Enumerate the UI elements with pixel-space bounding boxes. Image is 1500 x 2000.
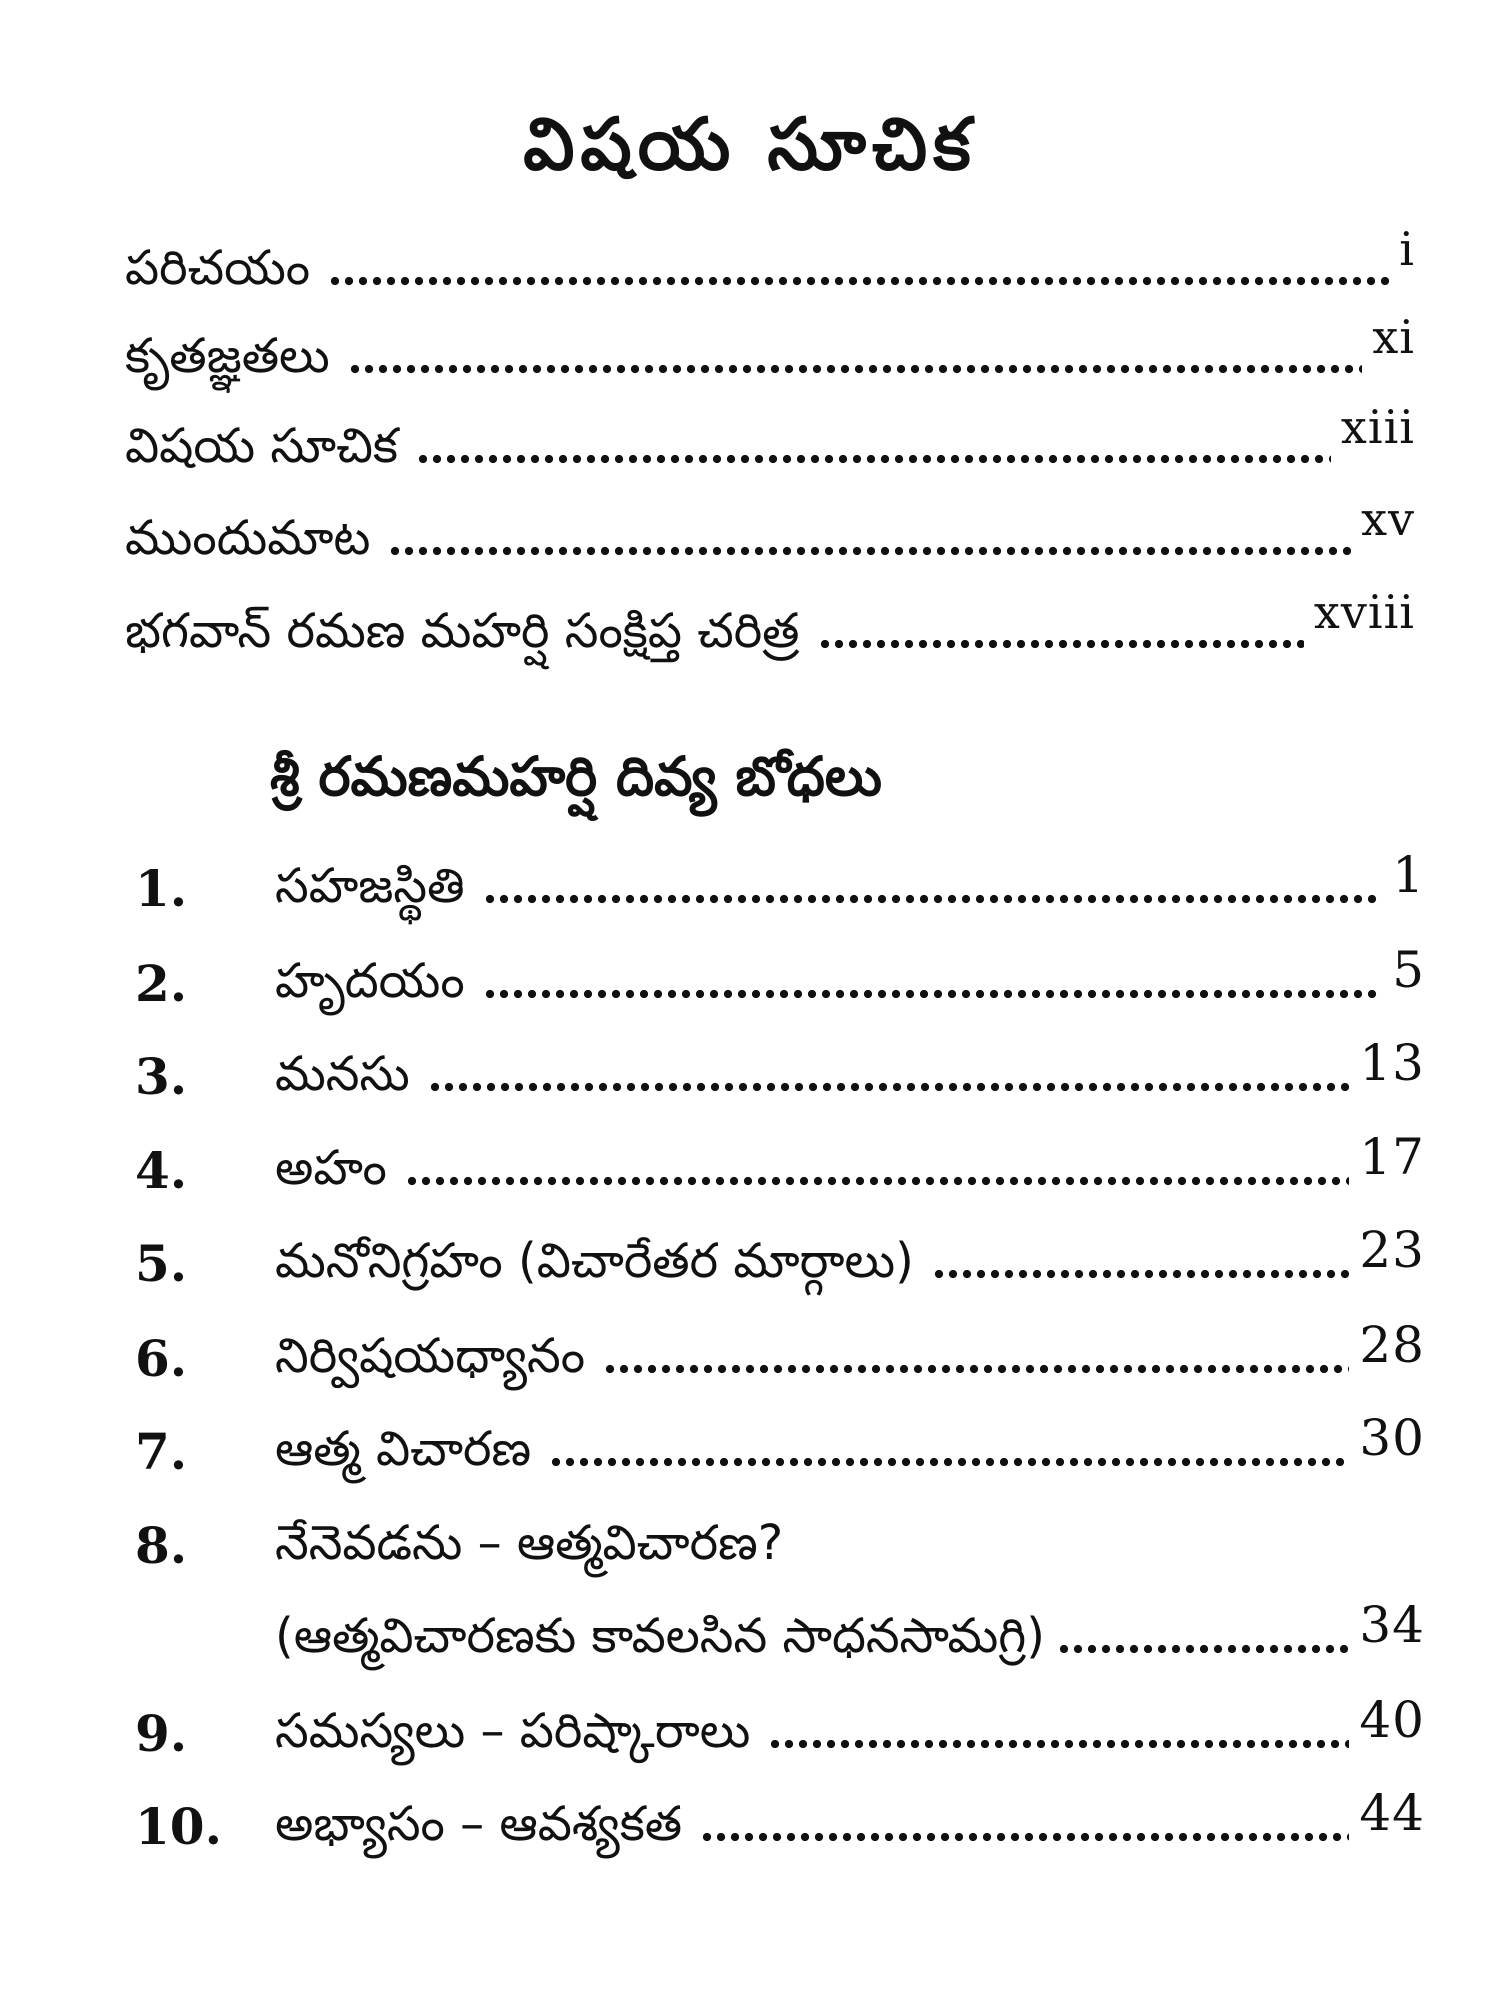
toc-entry-chapter-6	[135, 1310, 1425, 1390]
toc-entry-chapter-10	[135, 1778, 1425, 1858]
toc-entry-page: 34	[1359, 1596, 1425, 1654]
toc-entry-label: నేనెవడను – ఆత్మవిచారణ?	[275, 1515, 784, 1571]
chapter-number: 6.	[135, 1329, 188, 1388]
toc-entry-chapter-1	[135, 840, 1425, 920]
dot-leader	[348, 364, 1363, 374]
toc-entry-page: 23	[1359, 1221, 1425, 1279]
toc-entry-page: 5	[1392, 941, 1425, 999]
toc-entry-label: (ఆత్మవిచారణకు కావలసిన సాధనసామగ్రి)	[275, 1608, 1046, 1664]
toc-entry-page: 17	[1359, 1128, 1425, 1186]
toc-entry-label: సమస్యలు – పరిష్కారాలు	[275, 1703, 751, 1759]
toc-entry-label: హృదయం	[275, 953, 465, 1009]
toc-entry-chapter-3	[135, 1028, 1425, 1108]
chapter-number: 3.	[135, 1047, 188, 1106]
dot-leader	[405, 1176, 1350, 1186]
toc-entry-chapter-7	[135, 1403, 1425, 1483]
dot-leader	[700, 1832, 1349, 1842]
dot-leader	[1057, 1644, 1349, 1654]
toc-entry-label: కృతజ్ఞతలు	[125, 328, 330, 384]
toc-entry-chapter-9	[135, 1685, 1425, 1765]
chapter-number	[135, 1664, 275, 1670]
toc-entry-page: 44	[1359, 1784, 1425, 1842]
toc-entry-label: ఆత్మ విచారణ	[275, 1421, 532, 1477]
toc-entry-front-1	[125, 222, 1415, 302]
dot-leader	[549, 1457, 1349, 1467]
page-title: విషయ సూచిక	[523, 102, 977, 186]
chapter-number: 2.	[135, 954, 188, 1013]
dot-leader	[483, 894, 1383, 904]
dot-leader	[388, 546, 1351, 556]
chapter-number: 9.	[135, 1704, 188, 1763]
toc-entry-label: అభ్యాసం – ఆవశ్యకత	[275, 1796, 683, 1852]
toc-entry-label: విషయ సూచిక	[125, 418, 398, 474]
dot-leader	[768, 1739, 1349, 1749]
toc-entry-page: xiii	[1340, 400, 1415, 454]
toc-entry-label: సహజస్థితి	[275, 858, 465, 914]
toc-entry-front-4	[125, 492, 1415, 572]
toc-entry-page: xi	[1372, 310, 1415, 364]
toc-entry-page: 28	[1359, 1316, 1425, 1374]
toc-entry-label: భగవాన్ రమణ మహర్షి సంక్షిప్త చరిత్ర	[125, 603, 800, 659]
dot-leader	[603, 1364, 1349, 1374]
toc-entry-label: అహం	[275, 1140, 387, 1196]
toc-entry-page: xviii	[1313, 585, 1415, 639]
toc-entry-page: i	[1399, 222, 1415, 276]
chapter-number: 7.	[135, 1422, 188, 1481]
toc-entry-label: నిర్విషయధ్యానం	[275, 1328, 586, 1384]
toc-entry-label: పరిచయం	[125, 240, 311, 296]
toc-entry-label: ముందుమాట	[125, 510, 371, 566]
toc-entry-label: మనోనిగ్రహం (విచారేతర మార్గాలు)	[275, 1233, 914, 1289]
toc-entry-page: xv	[1361, 492, 1415, 546]
toc-entry-chapter-4	[135, 1122, 1425, 1202]
dot-leader	[328, 276, 1389, 286]
toc-entry-chapter-8-continued	[135, 1590, 1425, 1670]
toc-entry-chapter-8	[135, 1497, 1425, 1577]
chapter-number: 1.	[135, 859, 188, 918]
toc-entry-front-2	[125, 310, 1415, 390]
toc-entry-chapter-5	[135, 1215, 1425, 1295]
toc-entry-page: 30	[1359, 1409, 1425, 1467]
toc-entry-label: మనసు	[275, 1046, 410, 1102]
toc-entry-front-3	[125, 400, 1415, 480]
chapter-number: 8.	[135, 1516, 188, 1575]
dot-leader	[416, 454, 1331, 464]
section-heading: శ్రీ రమణమహర్షి దివ్య బోధలు	[270, 745, 882, 808]
dot-leader	[483, 989, 1382, 999]
toc-entry-front-5	[125, 585, 1415, 665]
toc-entry-page: 1	[1392, 846, 1425, 904]
chapter-number: 5.	[135, 1234, 188, 1293]
toc-entry-chapter-2	[135, 935, 1425, 1015]
toc-entry-page: 40	[1359, 1691, 1425, 1749]
toc-entry-page: 13	[1359, 1034, 1425, 1092]
chapter-number: 10.	[135, 1797, 222, 1856]
chapter-number: 4.	[135, 1141, 188, 1200]
dot-leader	[428, 1082, 1350, 1092]
dot-leader	[932, 1269, 1349, 1279]
dot-leader	[818, 639, 1304, 649]
